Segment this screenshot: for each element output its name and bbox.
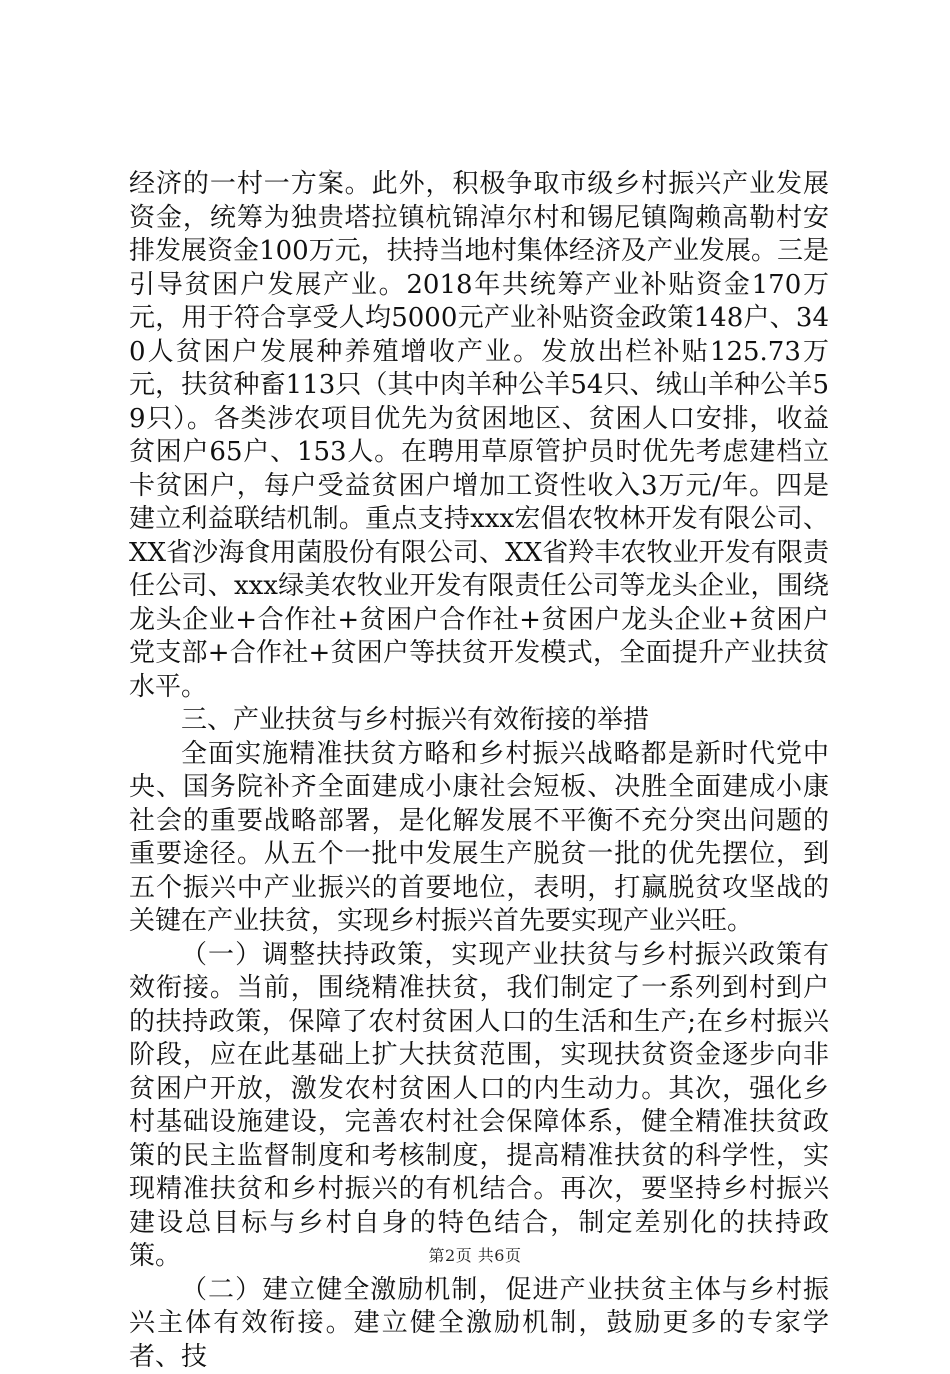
page-footer: 第2页 共6页 [0,1243,950,1266]
paragraph-intro: 全面实施精准扶贫方略和乡村振兴战略都是新时代党中央、国务院补齐全面建成小康社会短板、决胜全面建成小康社会的重要战略部署，是化解发展不平衡不充分突出问题的重要途径。从五个一批中发展生产脱贫一批的优先摆位，到五个振兴中产业振兴的首要地位，表明，打赢脱贫攻坚战的关键在产业扶贫，实现乡村振兴首先要实现产业兴旺。 [129,738,829,939]
paragraph-point-2: （二）建立健全激励机制，促进产业扶贫主体与乡村振兴主体有效衔接。建立健全激励机制，鼓励更多的专家学者、技 [129,1274,829,1374]
paragraph-continuation: 经济的一村一方案。此外，积极争取市级乡村振兴产业发展资金，统筹为独贵塔拉镇杭锦淖尔村和锡尼镇陶赖高勒村安排发展资金100万元，扶持当地村集体经济及产业发展。三是引导贫困户发展产业。2018年共统筹产业补贴资金170万元，用于符合享受人均5000元产业补贴资金政策148户、340人贫困户发展种养殖增收产业。发放出栏补贴125.73万元，扶贫种畜113只（其中肉羊种公羊54只、绒山羊种公羊59只）。各类涉农项目优先为贫困地区、贫困人口安排，收益贫困户65户、153人。在聘用草原管护员时优先考虑建档立卡贫困户，每户受益贫困户增加工资性收入3万元/年。四是建立利益联结机制。重点支持xxx宏倡农牧林开发有限公司、XX省沙海食用菌股份有限公司、XX省羚丰农牧业开发有限责任公司、xxx绿美农牧业开发有限责任公司等龙头企业，围绕龙头企业+合作社+贫困户合作社+贫困户龙头企业+贫困户党支部+合作社+贫困户等扶贫开发模式，全面提升产业扶贫水平。 [129,168,829,704]
document-body [129,168,829,1374]
section-heading: 三、产业扶贫与乡村振兴有效衔接的举措 [129,704,829,738]
paragraph-point-1: （一）调整扶持政策，实现产业扶贫与乡村振兴政策有效衔接。当前，围绕精准扶贫，我们制定了一系列到村到户的扶持政策，保障了农村贫困人口的生活和生产;在乡村振兴阶段，应在此基础上扩大扶贫范围，实现扶贫资金逐步向非贫困户开放，激发农村贫困人口的内生动力。其次，强化乡村基础设施建设，完善农村社会保障体系，健全精准扶贫政策的民主监督制度和考核制度，提高精准扶贫的科学性，实现精准扶贫和乡村振兴的有机结合。再次，要坚持乡村振兴建设总目标与乡村自身的特色结合，制定差别化的扶持政策。 [129,939,829,1274]
